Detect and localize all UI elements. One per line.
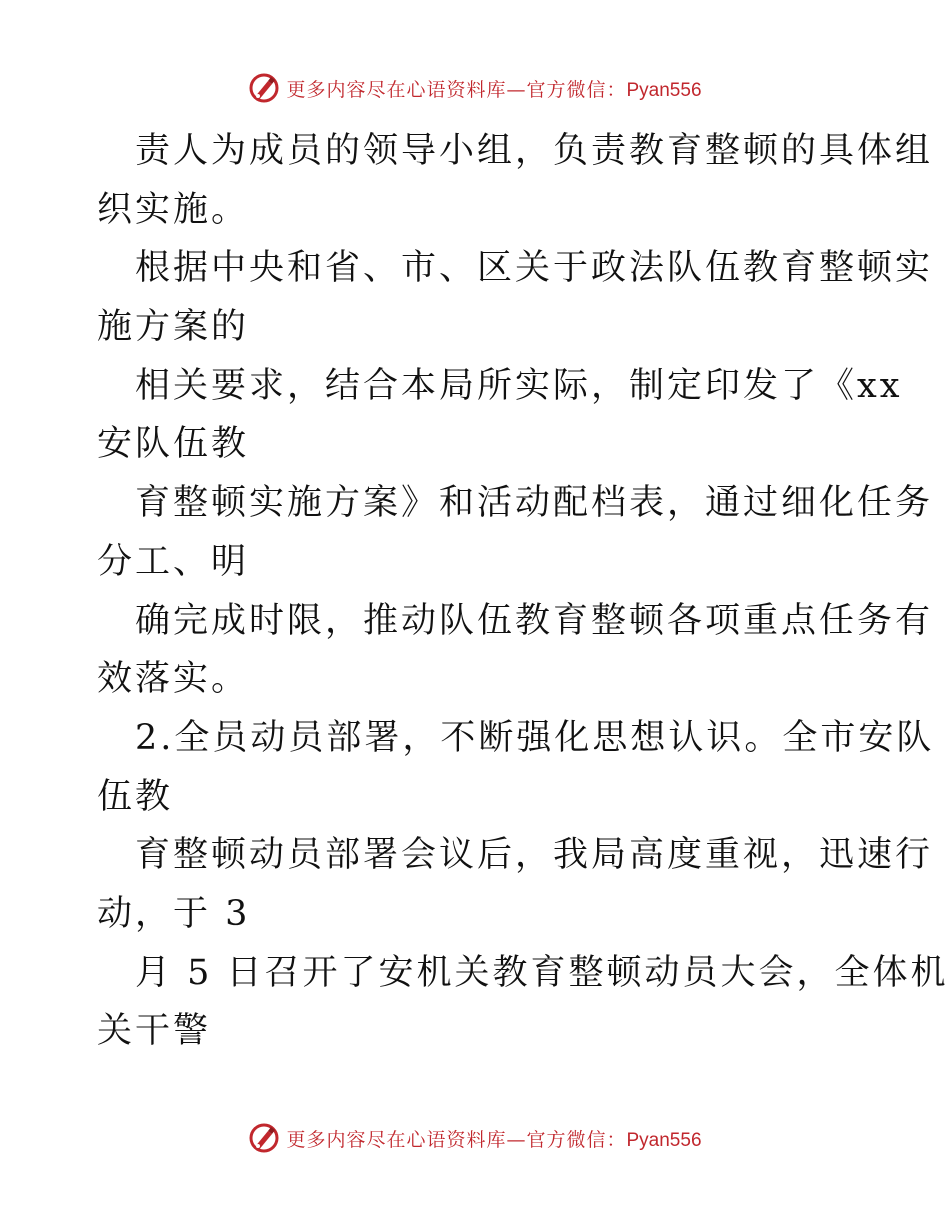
watermark-text: 更多内容尽在心语资料库—官方微信：Pyan556 (286, 78, 702, 101)
pen-logo-icon (248, 72, 280, 104)
watermark-text: 更多内容尽在心语资料库—官方微信：Pyan556 (286, 1128, 702, 1151)
text-line: 责人为成员的领导小组，负责教育整顿的具体组 (135, 131, 934, 171)
text-line: 分工、明 (97, 541, 250, 582)
pen-logo-icon (248, 1122, 280, 1154)
watermark-wechat-id: Pyan556 (626, 1129, 702, 1151)
text-line: 根据中央和省、市、区关于政法队伍教育整顿实 (135, 248, 934, 289)
text-line: 月 5 日召开了安机关教育整顿动员大会，全体机 (135, 952, 949, 993)
text-line: 育整顿实施方案》和活动配档表，通过细化任务 (135, 483, 934, 524)
header-watermark (0, 72, 950, 104)
text-line: 动，于 3 (97, 893, 251, 934)
watermark-wechat-id: Pyan556 (626, 79, 702, 101)
text-line: 伍教 (97, 776, 174, 817)
text-line: 安队伍教 (97, 424, 250, 465)
text-line: 相关要求，结合本局所实际，制定印发了《xx (135, 365, 903, 406)
document-body (97, 122, 949, 1061)
text-line: 育整顿动员部署会议后，我局高度重视，迅速行 (135, 835, 934, 876)
text-line: 关干警 (97, 1011, 212, 1052)
text-line: 效落实。 (97, 659, 250, 700)
footer-watermark (0, 1122, 950, 1154)
text-line: 施方案的 (97, 307, 250, 348)
text-line: 确完成时限，推动队伍教育整顿各项重点任务有 (135, 600, 934, 641)
text-line: 2.全员动员部署，不断强化思想认识。全市安队 (135, 717, 935, 758)
text-line: 织实施。 (97, 189, 250, 230)
